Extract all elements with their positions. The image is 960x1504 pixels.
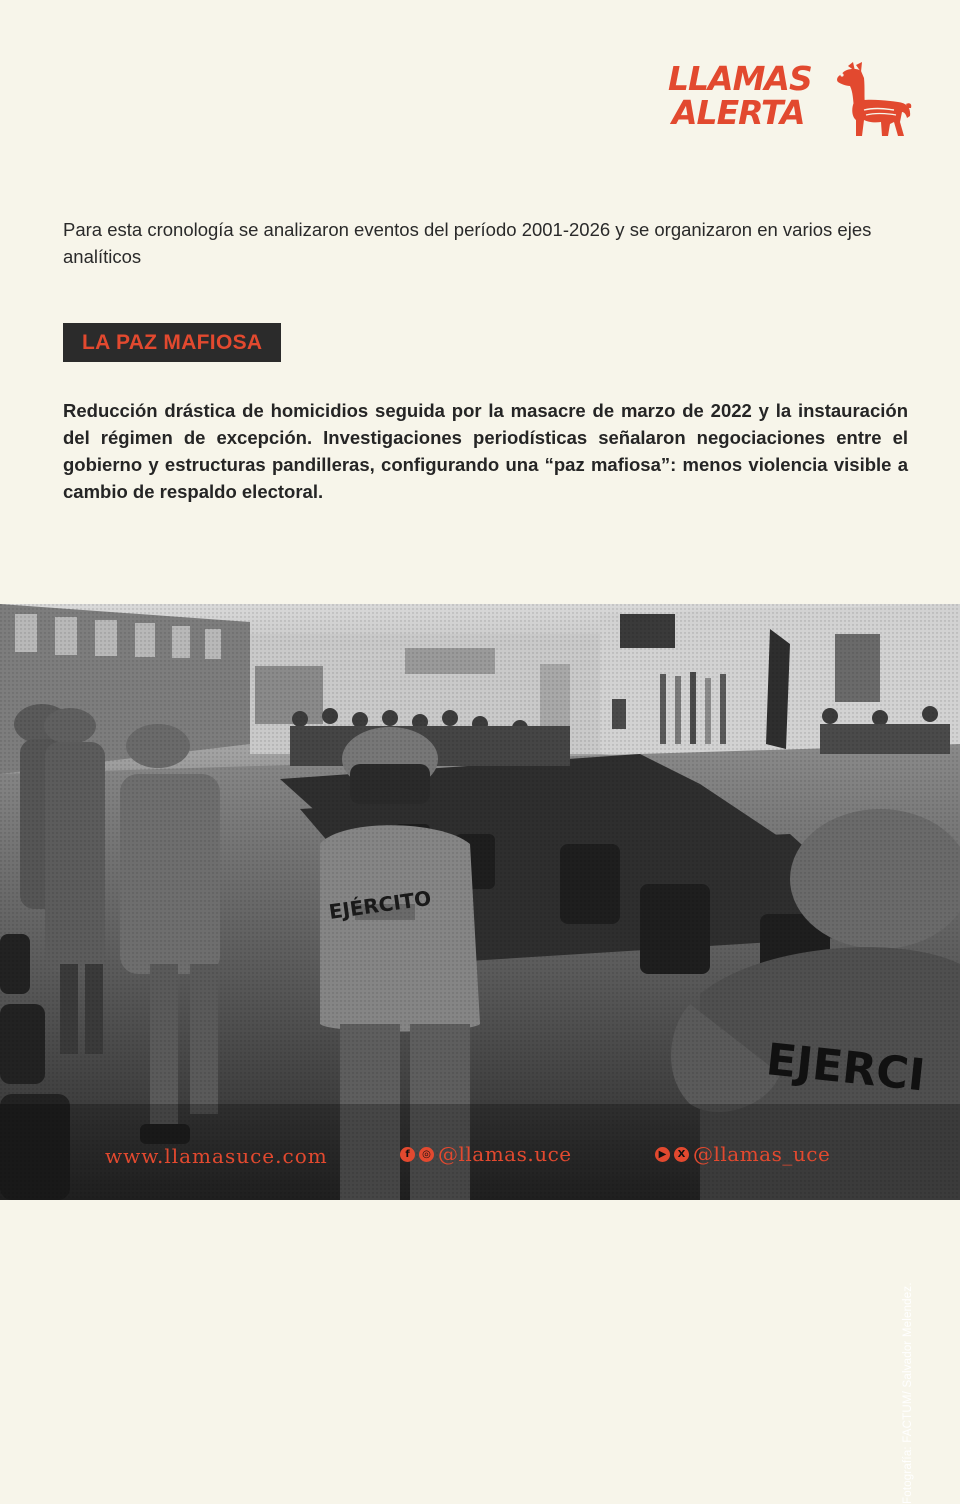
website-link[interactable]: www.llamasuce.com	[105, 1144, 328, 1168]
handle-llamas-uce-dot[interactable]: @llamas.uce	[438, 1142, 572, 1166]
llama-icon	[834, 62, 912, 138]
photo-illustration	[0, 604, 960, 1200]
brand-logo	[668, 59, 913, 142]
section-title-badge: LA PAZ MAFIOSA	[63, 323, 281, 362]
assembly-photo	[0, 604, 960, 1504]
youtube-icon[interactable]: ▶	[655, 1147, 670, 1162]
facebook-icon[interactable]: f	[400, 1147, 415, 1162]
photo-credit: Fotografía: FACTUM/ Salvador Melendez.	[902, 1282, 914, 1504]
section-body: Reducción drástica de homicidios seguida por la masacre de marzo de 2022 y la instauración del régimen de excepción. Investigaciones periodísticas señalaron negociaciones entre el gobierno y estructuras pandilleras, configurando una “paz mafiosa”: menos violencia visible a cambio de respaldo electoral.	[63, 400, 908, 502]
logo-wordmark	[668, 59, 812, 132]
logo-line-1: LLAMAS	[668, 59, 812, 98]
intro-paragraph: Para esta cronología se analizaron eventos del período 2001-2026 y se organizaron en varios ejes analíticos	[63, 219, 872, 267]
handle-llamas-uce-underscore[interactable]: @llamas_uce	[693, 1142, 831, 1166]
instagram-icon[interactable]: ◎	[419, 1147, 434, 1162]
x-icon[interactable]: X	[674, 1147, 689, 1162]
social-handle-secondary[interactable]	[655, 1142, 830, 1170]
social-handle-primary[interactable]	[400, 1142, 572, 1170]
footer	[0, 1132, 960, 1182]
logo-line-2: ALERTA	[672, 93, 805, 132]
